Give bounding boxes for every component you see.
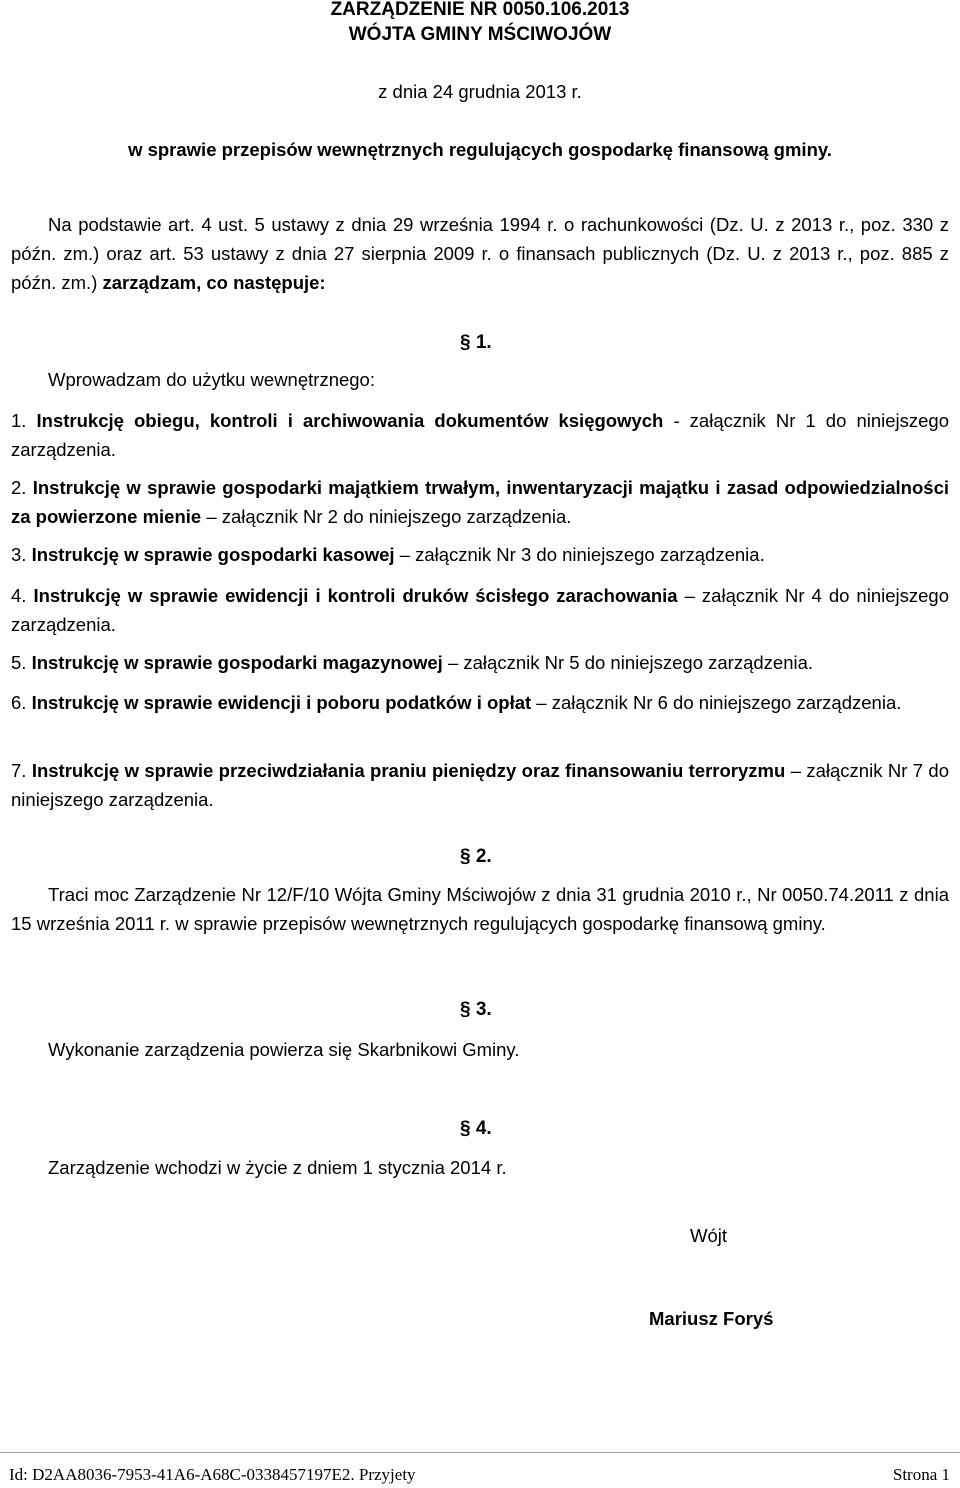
list-item bbox=[11, 540, 949, 569]
preamble bbox=[11, 210, 949, 297]
item-number: 1. bbox=[11, 410, 27, 431]
item-number: 5. bbox=[11, 652, 27, 673]
item-title: Instrukcję w sprawie ewidencji i poboru podatków i opłat bbox=[31, 692, 532, 713]
list-item bbox=[11, 756, 949, 814]
item-number: 4. bbox=[11, 585, 27, 606]
item-annex: – załącznik Nr 2 do niniejszego zarządzenia. bbox=[201, 506, 572, 527]
preamble-text: Na podstawie art. 4 ust. 5 ustawy z dnia 29 września 1994 r. o rachunkowości (Dz. U. z 2013 r., poz. 330 z późn. zm.) oraz art. 53 ustawy z dnia 27 sierpnia 2009 r. o finansach publicznych (Dz. U. z 2013 r., poz. 885 z późn. zm.) bbox=[11, 214, 949, 293]
section-2-heading: § 2. bbox=[460, 846, 492, 867]
item-number: 6. bbox=[11, 692, 27, 713]
document-date: z dnia 24 grudnia 2013 r. bbox=[378, 81, 582, 102]
list-item bbox=[11, 688, 949, 717]
item-annex: – załącznik Nr 3 do niniejszego zarządzenia. bbox=[394, 544, 765, 565]
item-title: Instrukcję w sprawie gospodarki kasowej bbox=[31, 544, 395, 565]
section-3-heading: § 3. bbox=[460, 999, 492, 1020]
list-item bbox=[11, 648, 949, 677]
item-number: 2. bbox=[11, 477, 27, 498]
item-title: Instrukcję w sprawie przeciwdziałania praniu pieniędzy oraz finansowaniu terroryzmu bbox=[31, 760, 786, 781]
item-annex: - załącznik Nr 1 do niniejszego zarządzenia. bbox=[11, 410, 950, 460]
signature-title: Wójt bbox=[690, 1225, 727, 1246]
section-4-heading: § 4. bbox=[460, 1118, 492, 1139]
item-title: Instrukcję obiegu, kontroli i archiwowania dokumentów księgowych bbox=[36, 410, 664, 431]
list-item bbox=[11, 406, 949, 464]
item-annex: – załącznik Nr 7 do niniejszego zarządzenia. bbox=[11, 760, 950, 810]
item-annex: – załącznik Nr 4 do niniejszego zarządzenia. bbox=[11, 585, 949, 635]
item-number: 3. bbox=[11, 544, 27, 565]
preamble-bold: zarządzam, co następuje: bbox=[102, 272, 326, 293]
item-number: 7. bbox=[11, 760, 27, 781]
signature-name: Mariusz Foryś bbox=[649, 1308, 774, 1329]
document-issuer: WÓJTA GMINY MŚCIWOJÓW bbox=[348, 24, 612, 45]
section-3-text: Wykonanie zarządzenia powierza się Skarbnikowi Gminy. bbox=[48, 1039, 520, 1060]
footer-document-id: Id: D2AA8036-7953-41A6-A68C-0338457197E2. Przyjety bbox=[9, 1465, 416, 1484]
list-item bbox=[11, 581, 949, 639]
footer-divider bbox=[0, 1452, 960, 1453]
footer-page-number: Strona 1 bbox=[892, 1465, 950, 1484]
section-1-intro: Wprowadzam do użytku wewnętrznego: bbox=[48, 369, 375, 390]
section-2-text: Traci moc Zarządzenie Nr 12/F/10 Wójta Gminy Mściwojów z dnia 31 grudnia 2010 r., Nr 0050.74.2011 z dnia 15 września 2011 r. w sprawie przepisów wewnętrznych regulujących gospodarkę finansową gminy. bbox=[11, 884, 949, 934]
list-item bbox=[11, 473, 949, 531]
item-title: Instrukcję w sprawie gospodarki majątkiem trwałym, inwentaryzacji majątku i zasad odpowiedzialności za powierzone mienie bbox=[11, 477, 949, 527]
item-title: Instrukcję w sprawie ewidencji i kontroli druków ścisłego zarachowania bbox=[33, 585, 678, 606]
section-4-text: Zarządzenie wchodzi w życie z dniem 1 stycznia 2014 r. bbox=[48, 1157, 507, 1178]
item-title: Instrukcję w sprawie gospodarki magazynowej bbox=[31, 652, 443, 673]
section-1-heading: § 1. bbox=[460, 332, 492, 353]
document-subject: w sprawie przepisów wewnętrznych regulujących gospodarkę finansową gminy. bbox=[128, 139, 832, 160]
item-annex: – załącznik Nr 5 do niniejszego zarządzenia. bbox=[442, 652, 814, 673]
document-title: ZARZĄDZENIE NR 0050.106.2013 bbox=[330, 0, 630, 20]
item-annex: – załącznik Nr 6 do niniejszego zarządzenia. bbox=[531, 692, 902, 713]
